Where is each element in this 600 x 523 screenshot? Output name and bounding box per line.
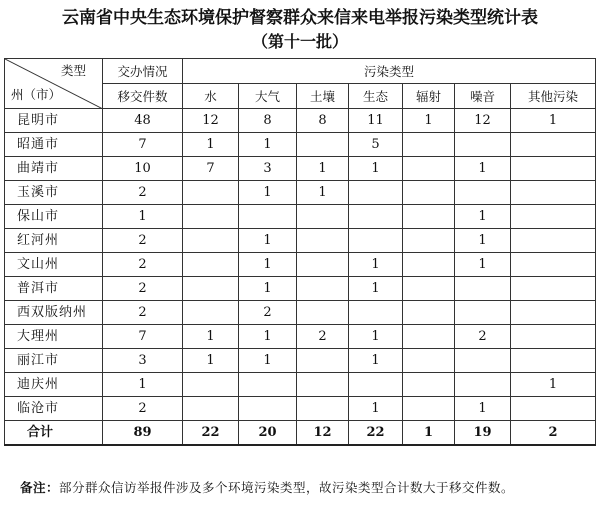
value-cell: 10 xyxy=(103,157,183,181)
value-cell: 2 xyxy=(455,325,511,349)
value-cell xyxy=(511,301,596,325)
table-row xyxy=(5,109,596,133)
region-name: 曲靖市 xyxy=(5,157,103,181)
value-cell: 1 xyxy=(239,277,297,301)
value-cell xyxy=(297,397,349,421)
header-assigned: 交办情况 xyxy=(103,59,183,84)
value-cell xyxy=(511,181,596,205)
total-row xyxy=(5,421,596,446)
value-cell xyxy=(455,133,511,157)
value-cell xyxy=(403,229,455,253)
table-row xyxy=(5,205,596,229)
value-cell: 2 xyxy=(103,397,183,421)
value-cell xyxy=(511,277,596,301)
table-row xyxy=(5,133,596,157)
header-type-ecology: 生态 xyxy=(349,84,403,109)
value-cell: 1 xyxy=(297,181,349,205)
value-cell xyxy=(403,133,455,157)
value-cell xyxy=(349,373,403,397)
value-cell: 2 xyxy=(103,277,183,301)
region-name: 普洱市 xyxy=(5,277,103,301)
value-cell xyxy=(183,397,239,421)
value-cell: 1 xyxy=(239,133,297,157)
value-cell: 1 xyxy=(455,229,511,253)
value-cell xyxy=(403,301,455,325)
value-cell: 7 xyxy=(103,325,183,349)
value-cell xyxy=(297,229,349,253)
header-type-water: 水 xyxy=(183,84,239,109)
header-pollution-types: 污染类型 xyxy=(183,59,596,84)
value-cell: 1 xyxy=(183,133,239,157)
table-row xyxy=(5,181,596,205)
value-cell xyxy=(455,373,511,397)
value-cell: 1 xyxy=(349,277,403,301)
value-cell: 1 xyxy=(103,205,183,229)
total-cell: 1 xyxy=(403,421,455,446)
value-cell xyxy=(297,133,349,157)
value-cell xyxy=(511,253,596,277)
footnote-label: 备注： xyxy=(20,480,60,495)
value-cell: 8 xyxy=(239,109,297,133)
value-cell: 1 xyxy=(239,349,297,373)
value-cell xyxy=(511,157,596,181)
value-cell: 2 xyxy=(103,301,183,325)
value-cell: 1 xyxy=(455,205,511,229)
total-cell: 89 xyxy=(103,421,183,446)
value-cell xyxy=(183,277,239,301)
table-row xyxy=(5,373,596,397)
total-cell: 12 xyxy=(297,421,349,446)
value-cell: 3 xyxy=(239,157,297,181)
table-title: 云南省中央生态环境保护督察群众来信来电举报污染类型统计表 xyxy=(62,8,538,28)
value-cell xyxy=(511,133,596,157)
region-name: 西双版纳州 xyxy=(5,301,103,325)
value-cell xyxy=(297,301,349,325)
value-cell xyxy=(183,229,239,253)
corner-header-cell xyxy=(5,59,103,109)
value-cell: 1 xyxy=(239,253,297,277)
value-cell xyxy=(511,397,596,421)
value-cell xyxy=(349,205,403,229)
region-name: 红河州 xyxy=(5,229,103,253)
value-cell: 7 xyxy=(183,157,239,181)
value-cell: 1 xyxy=(349,157,403,181)
value-cell: 2 xyxy=(103,229,183,253)
value-cell: 1 xyxy=(349,325,403,349)
header-type-soil: 土壤 xyxy=(297,84,349,109)
total-cell: 22 xyxy=(349,421,403,446)
value-cell xyxy=(403,373,455,397)
value-cell: 2 xyxy=(297,325,349,349)
value-cell xyxy=(403,205,455,229)
total-cell: 19 xyxy=(455,421,511,446)
value-cell xyxy=(403,325,455,349)
header-cases: 移交件数 xyxy=(103,84,183,109)
header-row-1 xyxy=(5,59,596,84)
region-name: 昆明市 xyxy=(5,109,103,133)
table-row xyxy=(5,397,596,421)
value-cell: 1 xyxy=(349,349,403,373)
value-cell: 12 xyxy=(183,109,239,133)
corner-label-region: 州（市） xyxy=(11,87,62,102)
value-cell xyxy=(403,349,455,373)
region-name: 文山州 xyxy=(5,253,103,277)
region-name: 临沧市 xyxy=(5,397,103,421)
value-cell: 1 xyxy=(183,349,239,373)
value-cell xyxy=(349,181,403,205)
value-cell xyxy=(297,205,349,229)
table-row xyxy=(5,349,596,373)
value-cell: 1 xyxy=(103,373,183,397)
value-cell xyxy=(239,373,297,397)
table-row xyxy=(5,277,596,301)
header-type-noise: 噪音 xyxy=(455,84,511,109)
value-cell: 1 xyxy=(239,325,297,349)
value-cell xyxy=(455,301,511,325)
footnote-text: 部分群众信访举报件涉及多个环境污染类型，故污染类型合计数大于移交件数。 xyxy=(59,480,515,495)
table-row xyxy=(5,253,596,277)
value-cell xyxy=(183,253,239,277)
value-cell: 1 xyxy=(349,397,403,421)
region-name: 昭通市 xyxy=(5,133,103,157)
value-cell: 1 xyxy=(239,181,297,205)
value-cell: 1 xyxy=(297,157,349,181)
value-cell xyxy=(403,253,455,277)
value-cell: 1 xyxy=(183,325,239,349)
header-type-other: 其他污染 xyxy=(511,84,596,109)
value-cell xyxy=(511,229,596,253)
value-cell: 1 xyxy=(455,157,511,181)
value-cell xyxy=(183,301,239,325)
total-cell: 20 xyxy=(239,421,297,446)
value-cell: 7 xyxy=(103,133,183,157)
table-row xyxy=(5,157,596,181)
value-cell xyxy=(239,205,297,229)
footnote xyxy=(20,477,590,499)
value-cell xyxy=(183,373,239,397)
value-cell: 11 xyxy=(349,109,403,133)
region-name: 迪庆州 xyxy=(5,373,103,397)
value-cell xyxy=(297,373,349,397)
value-cell xyxy=(349,301,403,325)
value-cell: 48 xyxy=(103,109,183,133)
value-cell xyxy=(349,229,403,253)
value-cell: 1 xyxy=(511,373,596,397)
value-cell xyxy=(455,349,511,373)
value-cell: 8 xyxy=(297,109,349,133)
value-cell xyxy=(183,181,239,205)
value-cell xyxy=(297,349,349,373)
header-type-radiation: 辐射 xyxy=(403,84,455,109)
value-cell xyxy=(511,205,596,229)
value-cell: 2 xyxy=(239,301,297,325)
statistics-table xyxy=(4,58,596,446)
total-label: 合计 xyxy=(5,421,103,446)
value-cell xyxy=(297,277,349,301)
region-name: 玉溪市 xyxy=(5,181,103,205)
value-cell xyxy=(455,277,511,301)
value-cell: 1 xyxy=(403,109,455,133)
value-cell: 1 xyxy=(511,109,596,133)
value-cell xyxy=(403,157,455,181)
table-subtitle: （第十一批） xyxy=(251,32,348,51)
value-cell: 1 xyxy=(455,397,511,421)
value-cell xyxy=(297,253,349,277)
value-cell xyxy=(511,325,596,349)
value-cell: 1 xyxy=(455,253,511,277)
region-name: 保山市 xyxy=(5,205,103,229)
value-cell xyxy=(455,181,511,205)
value-cell xyxy=(511,349,596,373)
value-cell: 12 xyxy=(455,109,511,133)
region-name: 丽江市 xyxy=(5,349,103,373)
region-name: 大理州 xyxy=(5,325,103,349)
table-row xyxy=(5,301,596,325)
value-cell xyxy=(403,397,455,421)
value-cell xyxy=(183,205,239,229)
value-cell: 3 xyxy=(103,349,183,373)
value-cell xyxy=(403,181,455,205)
corner-label-type: 类型 xyxy=(60,63,86,78)
value-cell: 2 xyxy=(103,181,183,205)
value-cell: 5 xyxy=(349,133,403,157)
value-cell xyxy=(403,277,455,301)
table-row xyxy=(5,325,596,349)
total-cell: 2 xyxy=(511,421,596,446)
value-cell: 1 xyxy=(239,229,297,253)
value-cell: 2 xyxy=(103,253,183,277)
value-cell: 1 xyxy=(349,253,403,277)
header-type-air: 大气 xyxy=(239,84,297,109)
table-row xyxy=(5,229,596,253)
total-cell: 22 xyxy=(183,421,239,446)
value-cell xyxy=(239,397,297,421)
